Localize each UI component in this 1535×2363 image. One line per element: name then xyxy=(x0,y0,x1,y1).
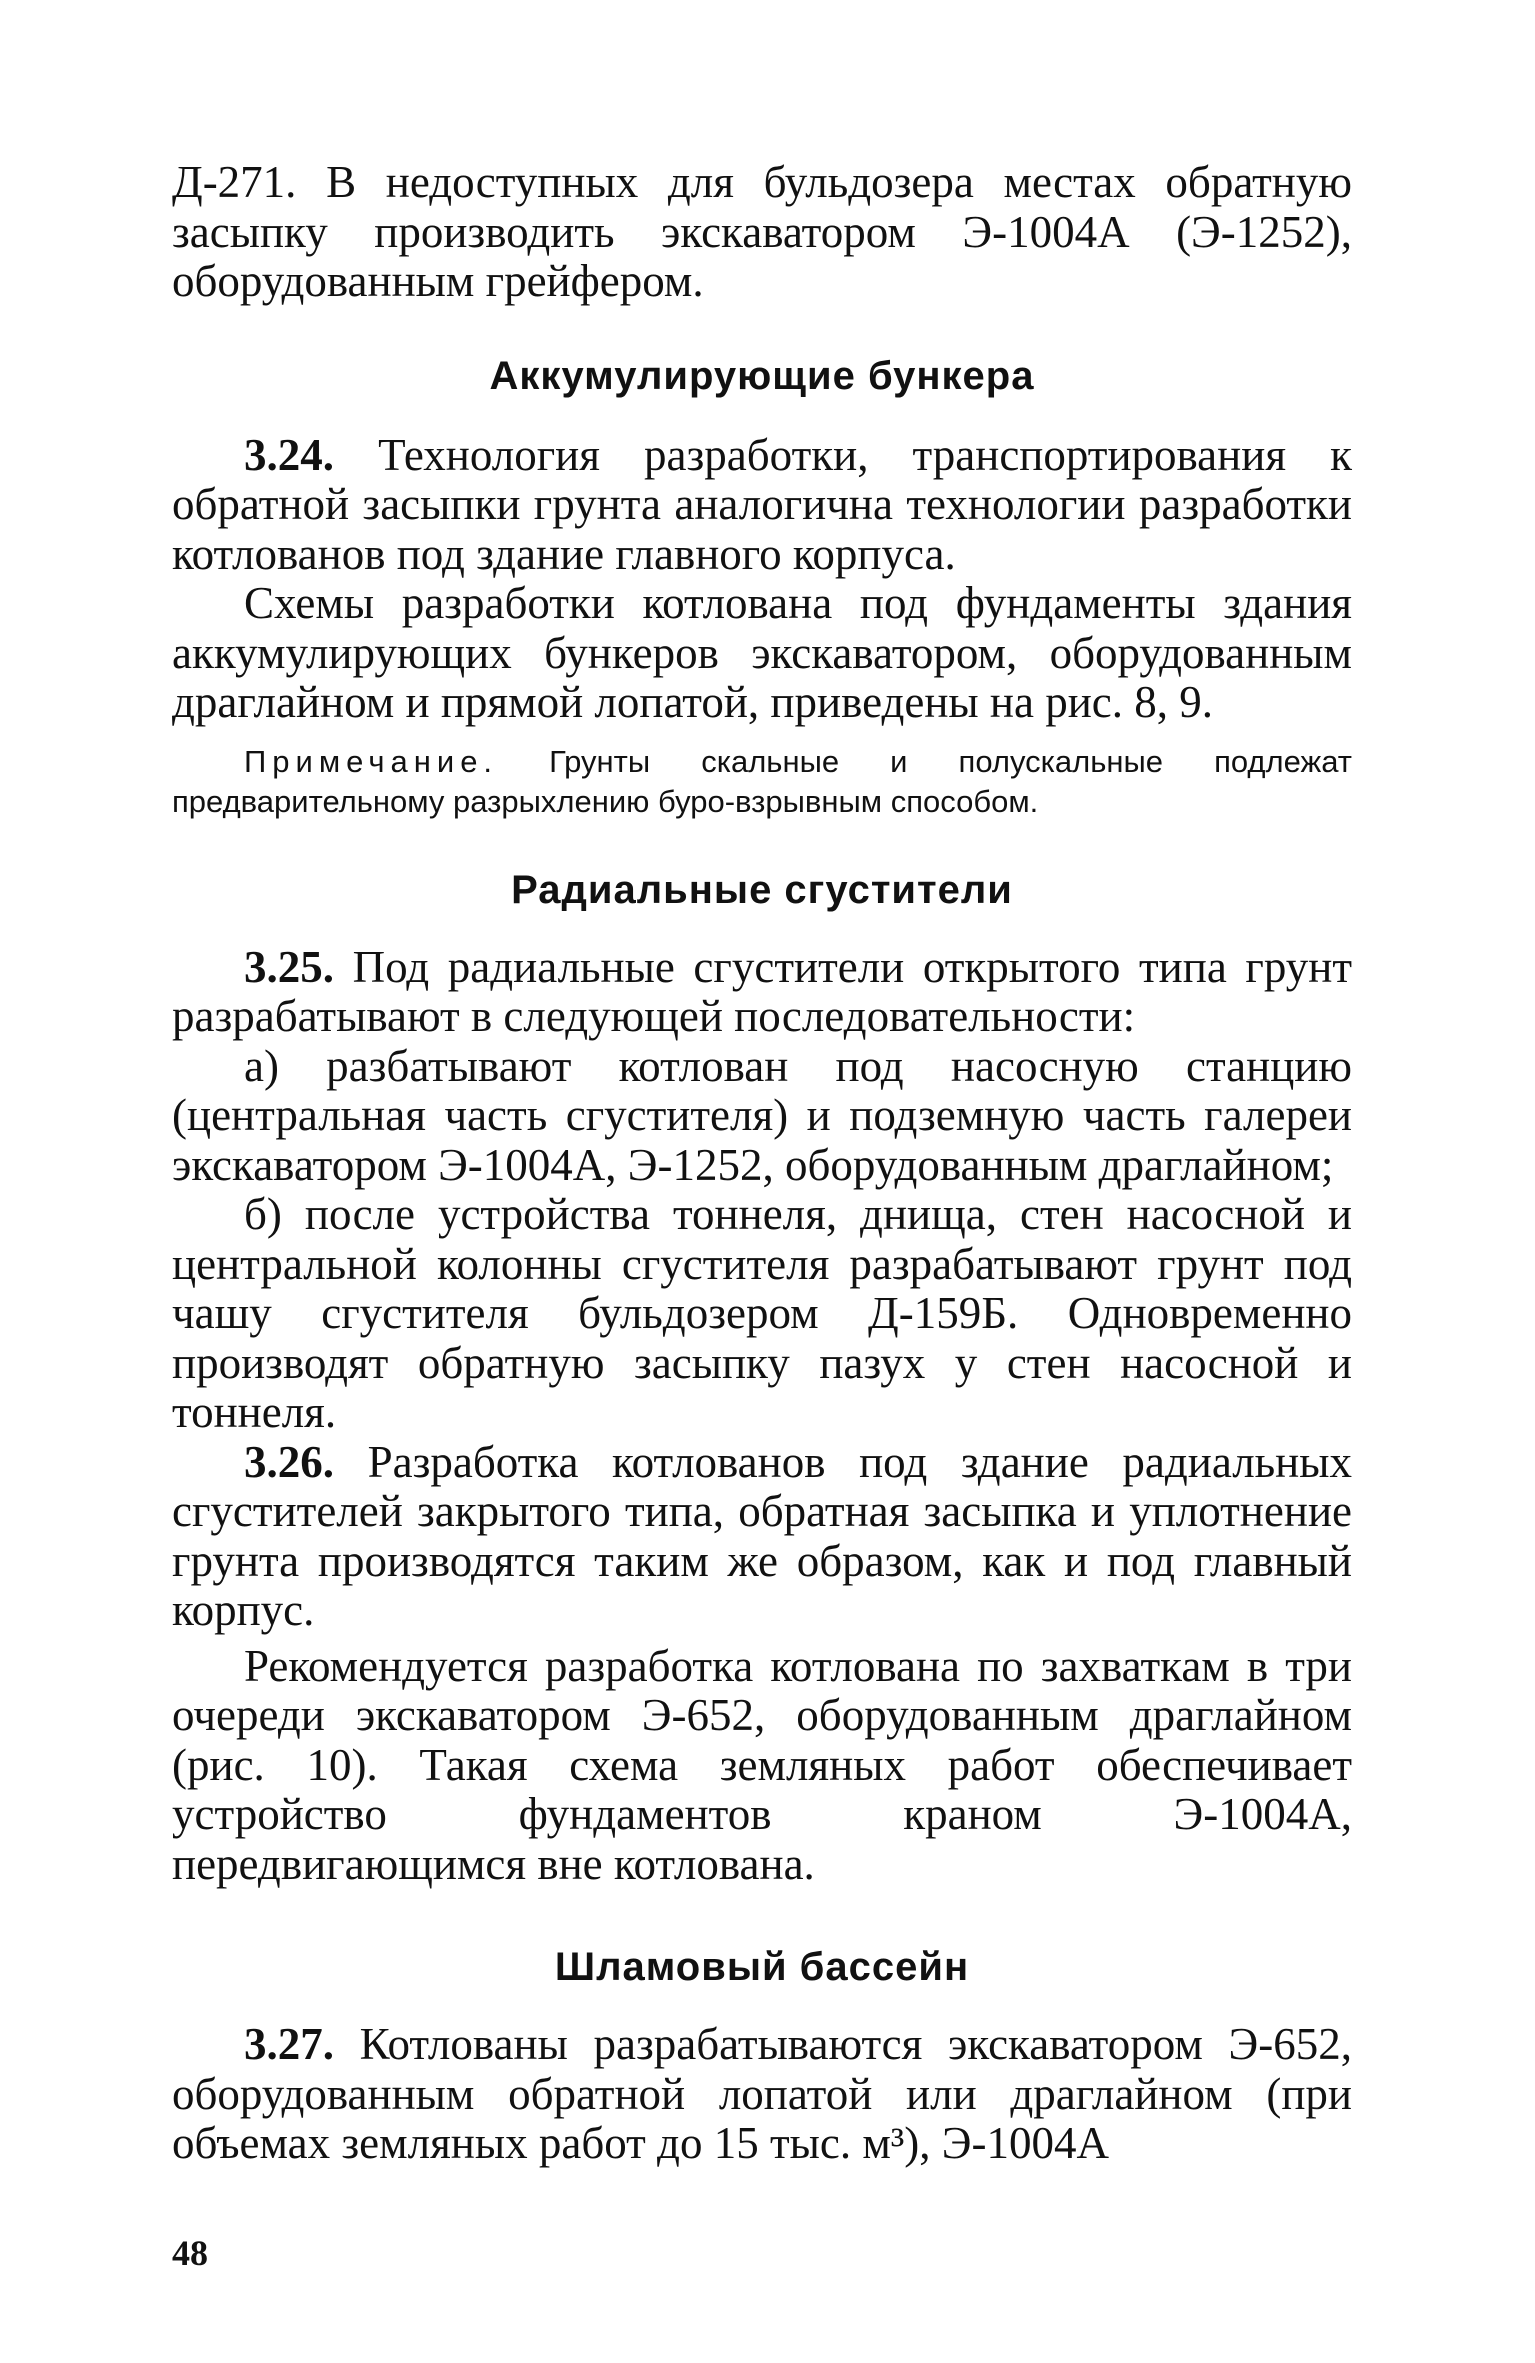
paragraph-schemes: Схемы разработки котлована под фундаменты здания аккумулирующих бункеров экскаватором, оборудованным драглайном и прямой лопатой, приведены на рис. 8, 9. xyxy=(172,578,1352,727)
paragraph-3-26 xyxy=(172,1438,1352,1636)
heading-sludge-basin: Шламовый бассейн xyxy=(554,1945,970,1989)
note-label: Примечание. xyxy=(244,743,499,779)
paragraph-item-b: б) после устройства тоннеля, днища, стен насосной и центральной колонны сгустителя разрабатывают грунт под чашу сгустителя бульдозером Д-159Б. Одновременно производят обратную засыпку пазух у стен насосной и тоннеля. xyxy=(172,1189,1352,1437)
paragraph-recommendation: Рекомендуется разработка котлована по захваткам в три очереди экскаватором Э-652, оборудованным драглайном (рис. 10). Такая схема земляных работ обеспечивает устройство фундаментов краном Э-1004А, передвигающимся вне котлована. xyxy=(172,1640,1352,1889)
note xyxy=(172,742,1352,822)
heading-radial-thickeners: Радиальные сгустители xyxy=(511,867,1013,912)
paragraph-d271: Д-271. В недоступных для бульдозера местах обратную засыпку производить экскаватором Э-1004А (Э-1252), оборудованным грейфером. xyxy=(172,157,1352,306)
paragraph-3-24 xyxy=(172,431,1352,580)
clause-number: 3.24. xyxy=(244,429,334,480)
page-number: 48 xyxy=(172,2233,208,2273)
clause-number: 3.26. xyxy=(244,1436,334,1487)
heading-accumulating-bunkers: Аккумулирующие бункера xyxy=(489,353,1035,398)
paragraph-3-27 xyxy=(172,2020,1352,2169)
page-content xyxy=(172,158,1352,2169)
paragraph-text: Разработка котлованов под здание радиальных сгустителей закрытого типа, обратная засыпка и уплотнение грунта производятся таким же образом, как и под главный корпус. xyxy=(172,1436,1352,1635)
clause-number: 3.27. xyxy=(244,2019,334,2069)
paragraph-text: Котлованы разрабатываются экскаватором Э-652, оборудованным обратной лопатой или драглайном (при объемах земляных работ до 15 тыс. м³), Э-1004А xyxy=(172,2019,1352,2168)
paragraph-3-25 xyxy=(172,943,1352,1042)
clause-number: 3.25. xyxy=(244,941,334,992)
paragraph-item-a: а) разбатывают котлован под насосную станцию (центральная часть сгустителя) и подземную часть галереи экскаватором Э-1004А, Э-1252, оборудованным драглайном; xyxy=(172,1040,1352,1190)
paragraph-text: Технология разработки, транспортирования к обратной засыпки грунта аналогична технологии разработки котлованов под здание главного корпуса. xyxy=(172,429,1352,579)
note-text: Грунты скальные и полускальные подлежат предварительному разрыхлению буро-взрывным способом. xyxy=(172,743,1352,819)
paragraph-text: Под радиальные сгустители открытого типа грунт разрабатывают в следующей последовательности: xyxy=(172,941,1352,1041)
